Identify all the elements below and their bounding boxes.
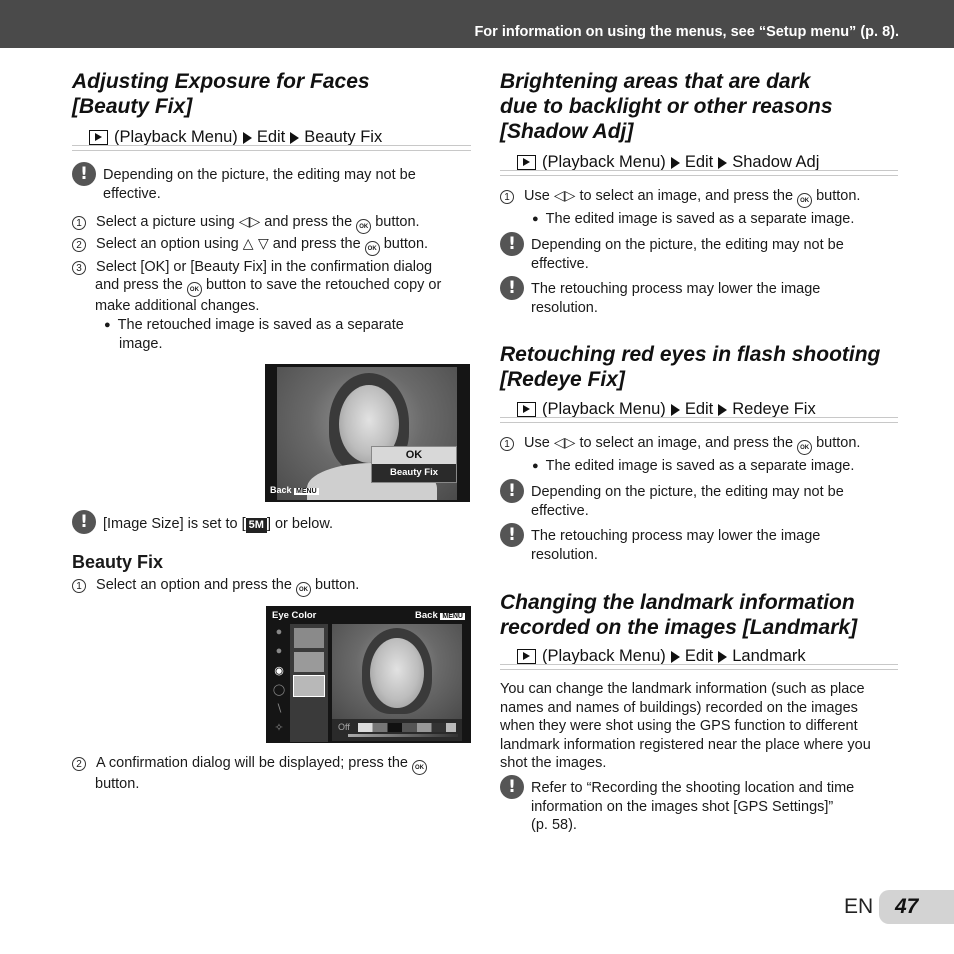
sparkle-option-icon[interactable]: ✧ — [274, 722, 284, 734]
bullet-line: image. — [119, 335, 163, 352]
beauty-fix-title — [72, 69, 370, 119]
eye-option-icon[interactable]: ◉ — [274, 665, 284, 677]
note-line: Refer to “Recording the shooting location and time — [531, 780, 855, 796]
lips-option-icon[interactable]: ◯ — [272, 684, 286, 696]
note-text: ] or below. — [266, 516, 334, 532]
divider — [72, 145, 471, 151]
edit-label: Edit — [256, 128, 286, 146]
exclamation-icon: ! — [500, 479, 524, 503]
menu-button-icon: MENU — [296, 488, 317, 495]
face-shape — [370, 638, 424, 708]
divider — [500, 170, 898, 176]
title-line: due to backlight or other reasons — [500, 95, 833, 118]
divider — [500, 417, 898, 423]
step-text: Use — [524, 188, 550, 204]
back-label: Back — [270, 485, 292, 495]
step-2 — [72, 235, 428, 256]
title-line: [Shadow Adj] — [500, 120, 634, 143]
menu-name: (Playback Menu) — [542, 153, 666, 171]
image-size-note — [103, 515, 333, 534]
step-text: button. — [816, 435, 861, 451]
bullet-note: ● The edited image is saved as a separate image. — [532, 457, 854, 476]
note-line: effective. — [103, 185, 161, 202]
confirm-dialog — [371, 446, 457, 483]
face-option-icon[interactable]: ● — [275, 626, 283, 638]
bullet-line: ● The retouched image is saved as a separate — [104, 316, 404, 335]
sub-step-1 — [72, 576, 359, 597]
note-line: Depending on the picture, the editing may not be — [103, 167, 416, 183]
item-label: Beauty Fix — [304, 128, 383, 146]
menu-name: (Playback Menu) — [542, 400, 666, 418]
ok-button-icon: OK — [797, 193, 812, 208]
arrow-right-icon — [671, 651, 680, 663]
step-3 — [72, 258, 432, 277]
title-line: [Beauty Fix] — [72, 95, 193, 118]
color-swatches[interactable] — [358, 723, 456, 732]
title-line: Retouching red eyes in flash shooting — [500, 343, 881, 366]
back-hint — [270, 485, 319, 495]
note-line: (p. 58). — [531, 817, 577, 833]
edit-label: Edit — [684, 400, 714, 418]
exclamation-icon: ! — [72, 162, 96, 186]
slider-track — [348, 734, 458, 737]
warning-note — [531, 280, 820, 317]
arrow-right-icon — [671, 404, 680, 416]
shadow-step-1 — [500, 187, 860, 208]
eye-color-label: Eye Color — [272, 610, 317, 621]
bullet-note — [104, 316, 404, 353]
header-text: For information on using the menus, see “Setup menu” (p. 8). — [474, 24, 899, 40]
arrow-right-icon — [671, 157, 680, 169]
paragraph-line: shot the images. — [500, 755, 607, 771]
step-1 — [72, 213, 420, 234]
step-text: A confirmation dialog will be displayed; press the — [96, 755, 408, 771]
warning-note — [103, 166, 416, 203]
arrow-right-icon — [718, 651, 727, 663]
note-line: resolution. — [531, 546, 598, 563]
note-line: effective. — [531, 255, 589, 272]
beauty-fix-option[interactable]: Beauty Fix — [389, 467, 439, 478]
playback-icon — [89, 130, 108, 145]
title-line: Brightening areas that are dark — [500, 70, 811, 93]
step-text: button. — [314, 577, 360, 593]
up-down-arrows-icon: △ ▽ — [242, 236, 269, 252]
step-number: 1 — [72, 579, 86, 593]
face-option-icon[interactable]: ● — [275, 645, 283, 657]
step-text: to select an image, and press the — [579, 188, 794, 204]
page-number: 47 — [895, 895, 919, 918]
note-line: resolution. — [531, 299, 598, 316]
paragraph-line: You can change the landmark information (such as place — [500, 681, 865, 697]
ok-button-icon: OK — [365, 241, 380, 256]
note-text: [Image Size] is set to [ — [103, 516, 246, 532]
exclamation-icon: ! — [500, 523, 524, 547]
portrait-photo — [332, 624, 462, 719]
ok-button-icon: OK — [797, 440, 812, 455]
arrow-right-icon — [718, 157, 727, 169]
ok-option[interactable]: OK — [372, 447, 456, 464]
playback-icon — [517, 402, 536, 417]
step-text: button. — [95, 776, 140, 792]
title-line: [Redeye Fix] — [500, 368, 625, 391]
eye-thumbnail-selected[interactable] — [294, 676, 324, 696]
ok-button-icon: OK — [356, 219, 371, 234]
exclamation-icon: ! — [72, 510, 96, 534]
step-number: 1 — [72, 216, 86, 230]
exclamation-icon: ! — [500, 775, 524, 799]
left-right-arrows-icon: ◁▷ — [238, 214, 261, 230]
note-line: The retouching process may lower the image — [531, 528, 821, 544]
step-text: Select an option and press the — [96, 577, 292, 593]
menu-name: (Playback Menu) — [542, 647, 666, 665]
language-label: EN — [844, 895, 874, 918]
paragraph-line: names and names of buildings) recorded on the images — [500, 699, 858, 716]
back-hint — [415, 610, 465, 621]
landmark-paragraph — [500, 680, 871, 773]
eye-thumbnail[interactable] — [294, 652, 324, 672]
beauty-fix-subtitle: Beauty Fix — [72, 552, 164, 572]
warning-note — [531, 527, 820, 564]
edit-label: Edit — [684, 647, 714, 665]
step-text: button. — [816, 188, 861, 204]
menu-name: (Playback Menu) — [114, 128, 238, 146]
camera-screen-confirm — [265, 364, 470, 502]
step-number: 3 — [72, 261, 86, 275]
shadow-adj-title — [500, 69, 833, 144]
note-line: Depending on the picture, the editing may not be — [531, 237, 844, 253]
step-text: and press the — [95, 277, 183, 293]
step-text: to select an image, and press the — [579, 435, 794, 451]
title-line: Changing the landmark information — [500, 591, 855, 614]
brush-option-icon[interactable]: ∖ — [275, 703, 283, 715]
title-line: Adjusting Exposure for Faces — [72, 70, 370, 93]
step-number: 2 — [72, 238, 86, 252]
item-label: Shadow Adj — [732, 153, 820, 171]
note-line: The retouching process may lower the image — [531, 281, 821, 297]
item-label: Redeye Fix — [732, 400, 816, 418]
note-line: information on the images shot [GPS Settings]” — [531, 798, 834, 815]
redeye-step-1 — [500, 434, 860, 455]
left-right-arrows-icon: ◁▷ — [553, 188, 576, 204]
arrow-right-icon — [718, 404, 727, 416]
ok-button-icon: OK — [187, 282, 202, 297]
image-size-5m-icon: 5M — [246, 518, 267, 533]
warning-note — [531, 483, 844, 520]
step-text: and press the — [264, 214, 353, 230]
edit-label: Edit — [684, 153, 714, 171]
ok-button-icon: OK — [412, 760, 427, 775]
exclamation-icon: ! — [500, 276, 524, 300]
step-number: 2 — [72, 757, 86, 771]
arrow-right-icon — [243, 132, 252, 144]
camera-screen-eye-color — [266, 606, 471, 743]
note-line: Depending on the picture, the editing may not be — [531, 484, 844, 500]
step-text: Select a picture using — [96, 214, 235, 230]
bullet-note: ● The edited image is saved as a separate image. — [532, 210, 854, 229]
note-line: effective. — [531, 502, 589, 519]
step-number: 1 — [500, 190, 514, 204]
option-icons-column — [269, 626, 289, 742]
title-line: recorded on the images [Landmark] — [500, 616, 858, 639]
warning-note — [531, 236, 844, 273]
menu-button-icon: MENU — [442, 613, 463, 620]
off-label: Off — [338, 722, 350, 732]
sub-step-2 — [72, 754, 427, 794]
arrow-right-icon — [290, 132, 299, 144]
playback-icon — [517, 155, 536, 170]
left-right-arrows-icon: ◁▷ — [553, 435, 576, 451]
step-text: Select [OK] or [Beauty Fix] in the confirmation dialog — [96, 259, 433, 275]
ok-button-icon: OK — [296, 582, 311, 597]
landmark-reference-note — [531, 779, 854, 835]
step-text: Select an option using — [96, 236, 239, 252]
paragraph-line: landmark information registered near the place where you — [500, 736, 871, 753]
step-text: button. — [375, 214, 420, 230]
step-3-continued — [95, 276, 441, 316]
step-text: and press the — [272, 236, 361, 252]
eye-thumbnail[interactable] — [294, 628, 324, 648]
redeye-fix-title — [500, 342, 880, 392]
landmark-title — [500, 590, 857, 640]
paragraph-line: when they were shot using the GPS function to different — [500, 718, 858, 734]
step-number: 1 — [500, 437, 514, 451]
step-text: Use — [524, 435, 550, 451]
exclamation-icon: ! — [500, 232, 524, 256]
item-label: Landmark — [732, 647, 806, 665]
back-label: Back — [415, 610, 438, 621]
divider — [500, 664, 898, 670]
step-text: make additional changes. — [95, 298, 260, 314]
playback-icon — [517, 649, 536, 664]
eye-color-slider[interactable] — [332, 719, 462, 741]
eye-preview-column — [290, 624, 328, 742]
step-text: button to save the retouched copy or — [205, 277, 442, 293]
step-text: button. — [383, 236, 429, 252]
